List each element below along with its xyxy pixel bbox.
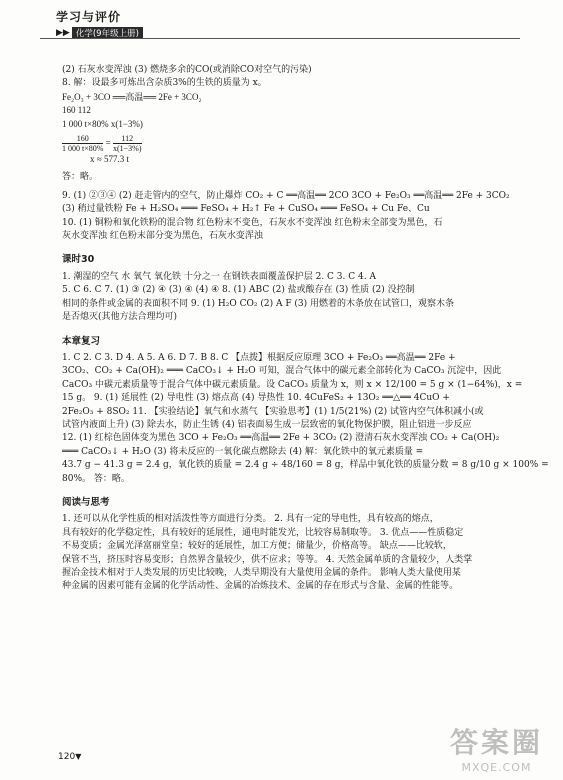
text-line: 具有较好的化学稳定性，具有较好的延展性，通电时能发光，比较容易制取等。 3. 优点——性质稳定 <box>62 527 464 538</box>
section-title: 阅读与思考 <box>62 496 110 508</box>
text-line: 15 g。 9. (1) 延展性 (2) 导电性 (3) 熔点高 (4) 导热性 10. 4CuFeS₂ + 13O₂ ══△══ 4CuO + <box>62 393 450 404</box>
watermark <box>450 721 543 774</box>
text-line: 2Fe₂O₃ + 8SO₂ 11. 【实验结论】氧气和水蒸气 【实验思考】(1) 1/5(21%) (2) 试管内空气体积减小(或 <box>62 406 484 417</box>
text-line: 不易变质；金属光泽富丽堂皇；较好的延展性，加工方便；储量少，价格高等。 缺点——比较软， <box>62 541 452 552</box>
text-line: 43.7 g − 41.3 g = 2.4 g，氧化铁的质量 = 2.4 g ÷ 48/160 = 8 g，样品中氧化铁的质量分数 = 8 g/10 g × 100% = <box>62 460 549 471</box>
triangle-marker-icon: ▼ <box>75 752 82 761</box>
page-footer <box>58 752 81 762</box>
text-line: 3CO₂、CO₂ + Ca(OH)₂ ═══ CaCO₃↓ + H₂O 可知，混合气体中的碳元素全部转化为 CaCO₃ 沉淀中，因此 <box>62 366 502 377</box>
page-content <box>62 64 549 594</box>
text-line: 灰水变浑浊 红色粉末部分变为黑色，石灰水变浑浊 <box>62 231 263 242</box>
text-line: 握冶金技术相对于人类发展的历史比较晚，人类早期没有大量使用金属的条件。 影响人类大量使用某 <box>62 568 461 578</box>
text-line: 160 112 <box>62 105 91 116</box>
text-line: 1. 还可以从化学性质的相对活泼性等方面进行分类。 2. 具有一定的导电性，具有较高的熔点， <box>62 514 439 525</box>
text-line: 10. (1) 铜粉和氧化铁粉的混合物 红色粉末不变色，石灰水不变浑浊 红色粉末全部变为黑色，石 <box>62 217 443 228</box>
text-line: 1. 潮湿的空气 水 氧气 氧化铁 十分之一 在钢铁表面覆盖保护层 2. C 3. C 4. A <box>62 271 376 282</box>
text-line: 保管不当，挤压时容易变形；自然界含量较少，供不应求；等等。 4. 天然金属单质的含量较少，人类掌 <box>62 554 473 565</box>
text-line: 9. (1) ②③④ (2) 赶走管内的空气，防止爆炸 CO₂ + C ══高温══ 2CO 3CO + Fe₂O₃ ══高温══ 2Fe + 3CO₂ <box>62 190 510 201</box>
page-number: 120 <box>58 752 76 762</box>
subject-badge: 化学(9年级上册) <box>72 27 143 39</box>
text-line: (3) 稍过量铁粉 Fe + H₂SO₄ ═══ FeSO₄ + H₂↑ Fe + CuSO₄ ═══ FeSO₄ + Cu Fe、Cu <box>62 204 430 215</box>
section-title: 本章复习 <box>62 335 101 347</box>
text-line: (2) 石灰水变浑浊 (3) 燃烧多余的CO(或消除CO对空气的污染) <box>62 65 312 75</box>
fraction-numerator: 112 <box>113 134 142 144</box>
text-line: ═══ CaCO₃↓ + H₂O (3) 将未反应的一氧化碳点燃除去 (4) 解：氧化铁中的氧元素质量 = <box>62 446 424 457</box>
text-line: 8. 解：设最多可炼出含杂质3%的生铁的质量为 x。 <box>62 78 267 89</box>
text-line: 1. C 2. C 3. D 4. A 5. A 6. D 7. B 8. C 【点拨】根据反应原理 3CO + Fe₂O₃ ══高温══ 2Fe + <box>62 352 456 363</box>
proportion-calc <box>62 134 512 184</box>
header-divider <box>40 38 520 39</box>
answer-line: 答：略。 <box>62 171 99 182</box>
text-line: 5. C 6. C 7. (1) ③ (2) ④ (3) ④ (4) ④ 8. (1) ABC (2) 盐或酸存在 (3) 性质 (2) 没控制 <box>62 285 415 296</box>
text-line: 种金属的因素可能有金属的化学活动性、金属的冶炼技术、金属的存在形式与含量、金属的性能等。 <box>62 581 459 592</box>
fraction-denominator: x(1−3%) <box>112 144 142 154</box>
section-title: 课时30 <box>62 254 95 266</box>
right-fraction <box>113 134 142 153</box>
watermark-logo-text: 答案圈 <box>449 726 543 759</box>
double-arrow-icon: ▶▶ <box>56 28 70 38</box>
text-line: 是否熄灭(其他方法合理均可) <box>62 312 178 323</box>
result-line: x ≈ 577.3 t <box>90 154 129 165</box>
text-line: 80%。 答：略。 <box>62 473 130 484</box>
text-line: 12. (1) 红棕色固体变为黑色 3CO + Fe₂O₃ ══高温══ 2Fe + 3CO₂ (2) 澄清石灰水变浑浊 CO₂ + Ca(OH)₂ <box>62 433 500 444</box>
text-line: 试管内液面上升) (3) 除去水，防止生锈 (4) 铝表面易生成一层致密的氧化物保护膜，阻止铝进一步反应 <box>62 419 472 430</box>
fraction-numerator: 160 <box>62 134 103 144</box>
proportion-line: $\frac{160}{1 000 t\times 80\%}$ = $\frac{112}{x(1-3\%)}$ <box>62 134 142 154</box>
book-title: 学习与评价 <box>56 10 122 24</box>
watermark-url: MXQE.COM <box>461 761 532 774</box>
page-header <box>56 8 143 39</box>
text-line: 1 000 t×80% x(1−3%) <box>62 118 143 129</box>
left-fraction <box>62 134 103 153</box>
text-line: CaCO₃ 中碳元素质量等于混合气体中碳元素质量。设 CaCO₃ 质量为 x，则 x × 12/100 = 5 g × (1−64%)，x = <box>62 379 523 390</box>
text-line: 相同的条件或金属的表面积不同 9. (1) H₂O CO₂ (2) A F (3) 用燃着的木条放在试管口，观察木条 <box>62 298 455 309</box>
equation-line: Fe₂O₃ + 3CO ══高温══ 2Fe + 3CO₂ <box>62 91 202 102</box>
fraction-denominator: 1 000 t×80% <box>62 144 104 154</box>
